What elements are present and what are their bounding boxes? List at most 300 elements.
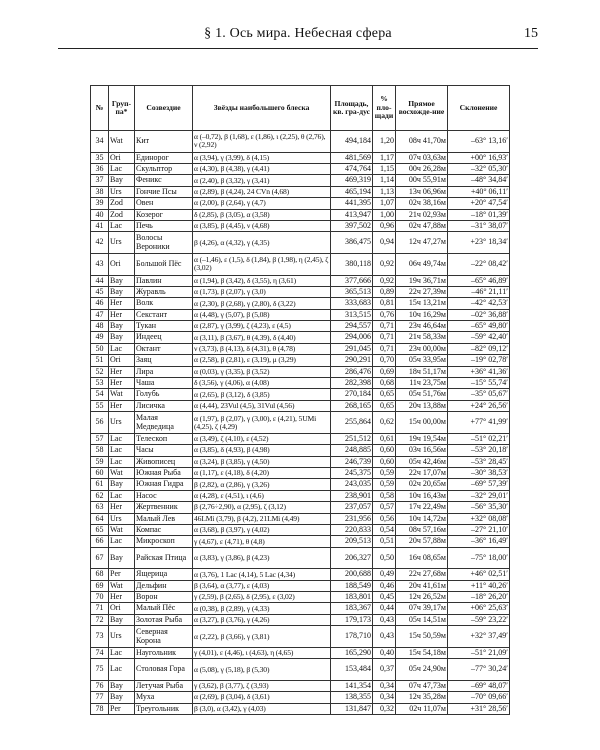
cell-number: 51 [91,355,109,366]
table-row [91,343,510,354]
cell-percent: 0,49 [373,569,396,580]
cell-brightest-stars: β (2,82), α (2,86), γ (3,26) [193,479,331,490]
cell-percent: 0,65 [373,389,396,400]
cell-declination: +46° 02,51′ [448,569,510,580]
cell-number: 77 [91,692,109,703]
cell-number: 39 [91,198,109,209]
cell-group: Bay [109,275,135,286]
cell-right-ascension: 12ч 35,28м [396,692,448,703]
cell-declination: –59° 42,40′ [448,332,510,343]
cell-area: 183,367 [331,603,373,614]
cell-constellation: Малый Пёс [135,603,193,614]
cell-right-ascension: 00ч 55,91м [396,175,448,186]
cell-declination: –46° 21,11′ [448,286,510,297]
cell-brightest-stars: α (3,11), β (3,67), θ (4,39), δ (4,40) [193,332,331,343]
cell-brightest-stars: α (2,40), β (3,32), γ (3,41) [193,175,331,186]
cell-brightest-stars: α (2,22), β (3,66), γ (3,81) [193,626,331,648]
cell-right-ascension: 22ч 27,39м [396,286,448,297]
cell-area: 286,476 [331,366,373,377]
cell-constellation: Золотая Рыба [135,614,193,625]
cell-area: 251,512 [331,433,373,444]
cell-brightest-stars: α (4,28), ε (4,51), ι (4,6) [193,490,331,501]
cell-brightest-stars: β (3,0), α (3,42), γ (4,03) [193,703,331,714]
cell-constellation: Скульптор [135,163,193,174]
cell-area: 282,398 [331,378,373,389]
cell-declination: +00° 16,93′ [448,152,510,163]
cell-group: Lac [109,490,135,501]
cell-constellation: Живописец [135,456,193,467]
cell-group: Bay [109,680,135,691]
column-header-area: Площадь, кв. гра-дус [331,86,373,131]
cell-right-ascension: 15ч 50,59м [396,626,448,648]
cell-area: 365,513 [331,286,373,297]
cell-group: Bay [109,479,135,490]
cell-area: 141,354 [331,680,373,691]
cell-declination: –15° 55,74′ [448,378,510,389]
cell-right-ascension: 03ч 16,56м [396,445,448,456]
cell-constellation: Часы [135,445,193,456]
cell-brightest-stars: α (1,73), β (2,07), γ (3,0) [193,286,331,297]
cell-constellation: Микроскоп [135,536,193,547]
cell-right-ascension: 05ч 24,90м [396,659,448,681]
cell-number: 76 [91,680,109,691]
cell-brightest-stars: α (–1,46), ε (1,5), δ (1,84), β (1,98), η (2,45), ζ (3,02) [193,253,331,275]
cell-percent: 0,59 [373,479,396,490]
cell-group: Her [109,400,135,411]
table-row [91,456,510,467]
cell-constellation: Муха [135,692,193,703]
cell-brightest-stars: γ (2,59), β (2,65), δ (2,95), ε (3,02) [193,592,331,603]
cell-brightest-stars: α (2,58), β (2,81), ε (3,19), μ (3,29) [193,355,331,366]
cell-brightest-stars: α (3,27), β (3,76), γ (4,26) [193,614,331,625]
cell-percent: 0,71 [373,343,396,354]
cell-percent: 1,14 [373,175,396,186]
table-row [91,400,510,411]
cell-declination: –51° 21,09′ [448,647,510,658]
cell-group: Wat [109,467,135,478]
cell-group: Lac [109,343,135,354]
cell-constellation: Волк [135,298,193,309]
cell-number: 62 [91,490,109,501]
cell-brightest-stars: α (4,48), γ (5,07), β (5,08) [193,309,331,320]
cell-constellation: Козерог [135,209,193,220]
cell-percent: 0,62 [373,412,396,434]
cell-number: 41 [91,220,109,231]
table-row [91,321,510,332]
cell-brightest-stars: α (0,38), β (2,89), γ (4,33) [193,603,331,614]
cell-group: Lac [109,456,135,467]
cell-percent: 1,15 [373,163,396,174]
cell-group: Urs [109,626,135,648]
cell-right-ascension: 20ч 57,88м [396,536,448,547]
cell-percent: 0,69 [373,366,396,377]
cell-constellation: Журавль [135,286,193,297]
cell-constellation: Большой Пёс [135,253,193,275]
table-row [91,647,510,658]
cell-brightest-stars: α (1,17), ε (4,18), δ (4,20) [193,467,331,478]
cell-number: 42 [91,232,109,254]
cell-area: 465,194 [331,186,373,197]
cell-right-ascension: 16ч 08,65м [396,547,448,569]
cell-right-ascension: 10ч 16,29м [396,309,448,320]
cell-number: 73 [91,626,109,648]
cell-area: 179,173 [331,614,373,625]
cell-brightest-stars: α (3,76), 1 Lac (4,14), 5 Lac (4,34) [193,569,331,580]
cell-area: 245,375 [331,467,373,478]
cell-declination: –77° 30,24′ [448,659,510,681]
cell-declination: –59° 23,22′ [448,614,510,625]
cell-percent: 0,43 [373,614,396,625]
cell-right-ascension: 12ч 26,52м [396,592,448,603]
cell-area: 255,864 [331,412,373,434]
cell-brightest-stars: α (3,49), ζ (4,10), ε (4,52) [193,433,331,444]
cell-percent: 0,57 [373,502,396,513]
cell-area: 291,045 [331,343,373,354]
page-header [58,24,538,49]
table-row [91,275,510,286]
cell-group: Wat [109,389,135,400]
table-row [91,524,510,535]
cell-area: 131,847 [331,703,373,714]
cell-area: 313,515 [331,309,373,320]
column-header-number: № [91,86,109,131]
cell-declination: –19° 02,78′ [448,355,510,366]
cell-percent: 0,59 [373,467,396,478]
cell-right-ascension: 15ч 13,21м [396,298,448,309]
cell-declination: –53° 28,45′ [448,456,510,467]
cell-percent: 0,34 [373,680,396,691]
cell-percent: 0,89 [373,286,396,297]
constellations-table [90,85,510,715]
cell-percent: 0,50 [373,547,396,569]
cell-percent: 0,92 [373,253,396,275]
cell-group: Her [109,309,135,320]
table-row [91,547,510,569]
cell-right-ascension: 21ч 58,33м [396,332,448,343]
cell-percent: 0,54 [373,524,396,535]
cell-percent: 0,56 [373,513,396,524]
cell-percent: 0,32 [373,703,396,714]
cell-constellation: Овен [135,198,193,209]
cell-group: Lac [109,659,135,681]
table-row [91,603,510,614]
cell-right-ascension: 02ч 20,65м [396,479,448,490]
cell-area: 294,006 [331,332,373,343]
cell-constellation: Секстант [135,309,193,320]
cell-right-ascension: 02ч 11,07м [396,703,448,714]
cell-brightest-stars: α (3,68), β (3,97), γ (4,02) [193,524,331,535]
cell-area: 248,885 [331,445,373,456]
cell-declination: +20° 47,54′ [448,198,510,209]
cell-right-ascension: 07ч 03,63м [396,152,448,163]
cell-declination: –32° 29,01′ [448,490,510,501]
cell-group: Her [109,378,135,389]
cell-area: 246,739 [331,456,373,467]
cell-right-ascension: 23ч 00,00м [396,343,448,354]
cell-percent: 0,51 [373,536,396,547]
cell-percent: 1,00 [373,209,396,220]
cell-number: 44 [91,275,109,286]
cell-group: Bay [109,321,135,332]
cell-group: Lac [109,445,135,456]
cell-percent: 0,37 [373,659,396,681]
cell-constellation: Малая Медведица [135,412,193,434]
cell-number: 74 [91,647,109,658]
cell-brightest-stars: α (3,85), δ (4,93), β (4,98) [193,445,331,456]
cell-area: 188,549 [331,580,373,591]
cell-percent: 1,20 [373,131,396,153]
column-header-right-ascension: Прямое восхожде-ние [396,86,448,131]
cell-area: 243,035 [331,479,373,490]
cell-right-ascension: 05ч 42,46м [396,456,448,467]
cell-brightest-stars: α (3,85), β (4,45), ν (4,68) [193,220,331,231]
table-row [91,703,510,714]
cell-group: Bay [109,547,135,569]
cell-right-ascension: 21ч 02,93м [396,209,448,220]
cell-declination: –56° 35,30′ [448,502,510,513]
cell-area: 270,184 [331,389,373,400]
cell-brightest-stars: ν (3,73), β (4,13), δ (4,31), θ (4,78) [193,343,331,354]
table-row [91,536,510,547]
cell-declination: –82° 09,12′ [448,343,510,354]
table-row [91,569,510,580]
cell-number: 48 [91,321,109,332]
cell-number: 60 [91,467,109,478]
cell-constellation: Лира [135,366,193,377]
cell-percent: 0,60 [373,445,396,456]
cell-number: 52 [91,366,109,377]
cell-area: 397,502 [331,220,373,231]
table-row [91,614,510,625]
cell-declination: +32° 08,08′ [448,513,510,524]
cell-declination: –53° 20,18′ [448,445,510,456]
cell-percent: 0,92 [373,275,396,286]
cell-brightest-stars: α (2,65), β (3,12), δ (3,85) [193,389,331,400]
cell-area: 209,513 [331,536,373,547]
cell-constellation: Печь [135,220,193,231]
cell-group: Lac [109,647,135,658]
cell-group: Bay [109,332,135,343]
cell-brightest-stars: β (2,76÷2,90), α (2,95), ζ (3,12) [193,502,331,513]
cell-group: Ori [109,603,135,614]
table-row [91,220,510,231]
column-header-group: Груп-па* [109,86,135,131]
cell-declination: –18° 01,39′ [448,209,510,220]
cell-constellation: Ящерица [135,569,193,580]
table-row [91,626,510,648]
cell-number: 69 [91,580,109,591]
cell-declination: +11° 40,26′ [448,580,510,591]
cell-number: 53 [91,378,109,389]
cell-constellation: Волосы Вероники [135,232,193,254]
cell-percent: 0,65 [373,400,396,411]
cell-number: 65 [91,524,109,535]
cell-constellation: Летучая Рыба [135,680,193,691]
cell-declination: +24° 26,56′ [448,400,510,411]
cell-area: 268,165 [331,400,373,411]
column-header-declination: Склонение [448,86,510,131]
cell-constellation: Южная Рыба [135,467,193,478]
cell-constellation: Голубь [135,389,193,400]
cell-area: 494,184 [331,131,373,153]
cell-number: 50 [91,343,109,354]
section-title: § 1. Ось мира. Небесная сфера [204,26,392,41]
cell-percent: 0,71 [373,332,396,343]
cell-declination: –70° 09,66′ [448,692,510,703]
table-row [91,309,510,320]
cell-area: 469,319 [331,175,373,186]
cell-number: 55 [91,400,109,411]
cell-right-ascension: 07ч 47,73м [396,680,448,691]
cell-percent: 0,40 [373,647,396,658]
cell-number: 37 [91,175,109,186]
cell-group: Zod [109,198,135,209]
cell-right-ascension: 05ч 14,51м [396,614,448,625]
table-row [91,692,510,703]
cell-right-ascension: 18ч 51,17м [396,366,448,377]
table-row [91,445,510,456]
cell-declination: +77° 41,99′ [448,412,510,434]
cell-group: Zod [109,209,135,220]
cell-brightest-stars: α (2,69), β (3,04), δ (3,61) [193,692,331,703]
cell-declination: –65° 49,80′ [448,321,510,332]
cell-number: 72 [91,614,109,625]
cell-constellation: Феникс [135,175,193,186]
table-row [91,580,510,591]
cell-area: 237,057 [331,502,373,513]
cell-area: 377,666 [331,275,373,286]
cell-group: Ori [109,152,135,163]
cell-brightest-stars: β (4,26), α (4,32), γ (4,35) [193,232,331,254]
cell-brightest-stars: δ (2,85), β (3,05), α (3,58) [193,209,331,220]
cell-area: 386,475 [331,232,373,254]
cell-declination: +31° 28,56′ [448,703,510,714]
table-row [91,332,510,343]
cell-brightest-stars: γ (4,01), ε (4,46), ι (4,63), η (4,65) [193,647,331,658]
cell-number: 34 [91,131,109,153]
cell-constellation: Индеец [135,332,193,343]
cell-brightest-stars: α (2,89), β (4,24), 24 CVn (4,68) [193,186,331,197]
cell-right-ascension: 15ч 54,18м [396,647,448,658]
cell-brightest-stars: α (2,87), γ (3,99), ζ (4,23), ε (4,5) [193,321,331,332]
table-row [91,175,510,186]
cell-right-ascension: 15ч 00,00м [396,412,448,434]
table-row [91,209,510,220]
cell-percent: 0,61 [373,433,396,444]
cell-area: 165,290 [331,647,373,658]
cell-group: Her [109,592,135,603]
cell-group: Lac [109,536,135,547]
cell-group: Per [109,569,135,580]
cell-number: 63 [91,502,109,513]
cell-constellation: Кит [135,131,193,153]
cell-right-ascension: 02ч 38,16м [396,198,448,209]
cell-constellation: Жертвенник [135,502,193,513]
cell-brightest-stars: α (0,03), γ (3,35), β (3,52) [193,366,331,377]
cell-declination: –18° 26,20′ [448,592,510,603]
cell-brightest-stars: γ (4,67), ε (4,71), θ (4,8) [193,536,331,547]
cell-right-ascension: 20ч 41,61м [396,580,448,591]
cell-group: Lac [109,163,135,174]
cell-area: 220,833 [331,524,373,535]
cell-brightest-stars: β (3,64), α (3,77), ε (4,03) [193,580,331,591]
cell-brightest-stars: α (4,30), β (4,38), γ (4,41) [193,163,331,174]
cell-right-ascension: 19ч 36,71м [396,275,448,286]
table-row [91,389,510,400]
cell-declination: +40° 06,11′ [448,186,510,197]
cell-group: Her [109,298,135,309]
cell-brightest-stars: α (4,44), 23Vul (4,5), 31Vul (4,56) [193,400,331,411]
cell-right-ascension: 02ч 47,88м [396,220,448,231]
cell-number: 43 [91,253,109,275]
cell-declination: –27° 21,10′ [448,524,510,535]
cell-right-ascension: 20ч 13,88м [396,400,448,411]
table-row [91,366,510,377]
cell-declination: –69° 48,07′ [448,680,510,691]
cell-number: 49 [91,332,109,343]
cell-constellation: Малый Лев [135,513,193,524]
cell-area: 231,956 [331,513,373,524]
table-row [91,412,510,434]
cell-percent: 0,94 [373,232,396,254]
table-row [91,680,510,691]
cell-brightest-stars: 46LMi (3,79), β (4,2), 21LMi (4,49) [193,513,331,524]
cell-percent: 1,13 [373,186,396,197]
cell-declination: +36° 41,36′ [448,366,510,377]
cell-right-ascension: 00ч 26,28м [396,163,448,174]
cell-percent: 0,58 [373,490,396,501]
cell-constellation: Тукан [135,321,193,332]
cell-group: Lac [109,220,135,231]
cell-group: Urs [109,513,135,524]
cell-declination: –32° 05,30′ [448,163,510,174]
cell-group: Bay [109,175,135,186]
cell-group: Her [109,366,135,377]
cell-right-ascension: 13ч 06,96м [396,186,448,197]
cell-right-ascension: 12ч 47,27м [396,232,448,254]
cell-constellation: Дельфин [135,580,193,591]
cell-brightest-stars: δ (3,56), γ (4,06), α (4,08) [193,378,331,389]
cell-declination: –63° 13,16′ [448,131,510,153]
cell-declination: –31° 38,07′ [448,220,510,231]
cell-percent: 0,34 [373,692,396,703]
cell-group: Lac [109,433,135,444]
cell-constellation: Единорог [135,152,193,163]
cell-declination: –65° 46,89′ [448,275,510,286]
cell-brightest-stars: α (5,08), γ (5,18), β (5,30) [193,659,331,681]
cell-constellation: Октант [135,343,193,354]
cell-brightest-stars: α (1,94), β (3,42), δ (3,55), η (3,61) [193,275,331,286]
cell-number: 36 [91,163,109,174]
cell-area: 290,291 [331,355,373,366]
cell-right-ascension: 07ч 39,17м [396,603,448,614]
cell-group: Bay [109,286,135,297]
cell-group: Ori [109,355,135,366]
cell-number: 46 [91,298,109,309]
cell-area: 153,484 [331,659,373,681]
cell-area: 178,710 [331,626,373,648]
cell-constellation: Ворон [135,592,193,603]
cell-group: Urs [109,412,135,434]
table-row [91,659,510,681]
cell-constellation: Райская Птица [135,547,193,569]
cell-brightest-stars: α (3,94), γ (3,99), δ (4,15) [193,152,331,163]
cell-right-ascension: 08ч 57,16м [396,524,448,535]
cell-percent: 0,43 [373,626,396,648]
cell-brightest-stars: γ (3,62), β (3,77), ζ (3,93) [193,680,331,691]
table-row [91,131,510,153]
cell-brightest-stars: α (–0,72), β (1,68), ε (1,86), ι (2,25), θ (2,76), ν (2,92) [193,131,331,153]
